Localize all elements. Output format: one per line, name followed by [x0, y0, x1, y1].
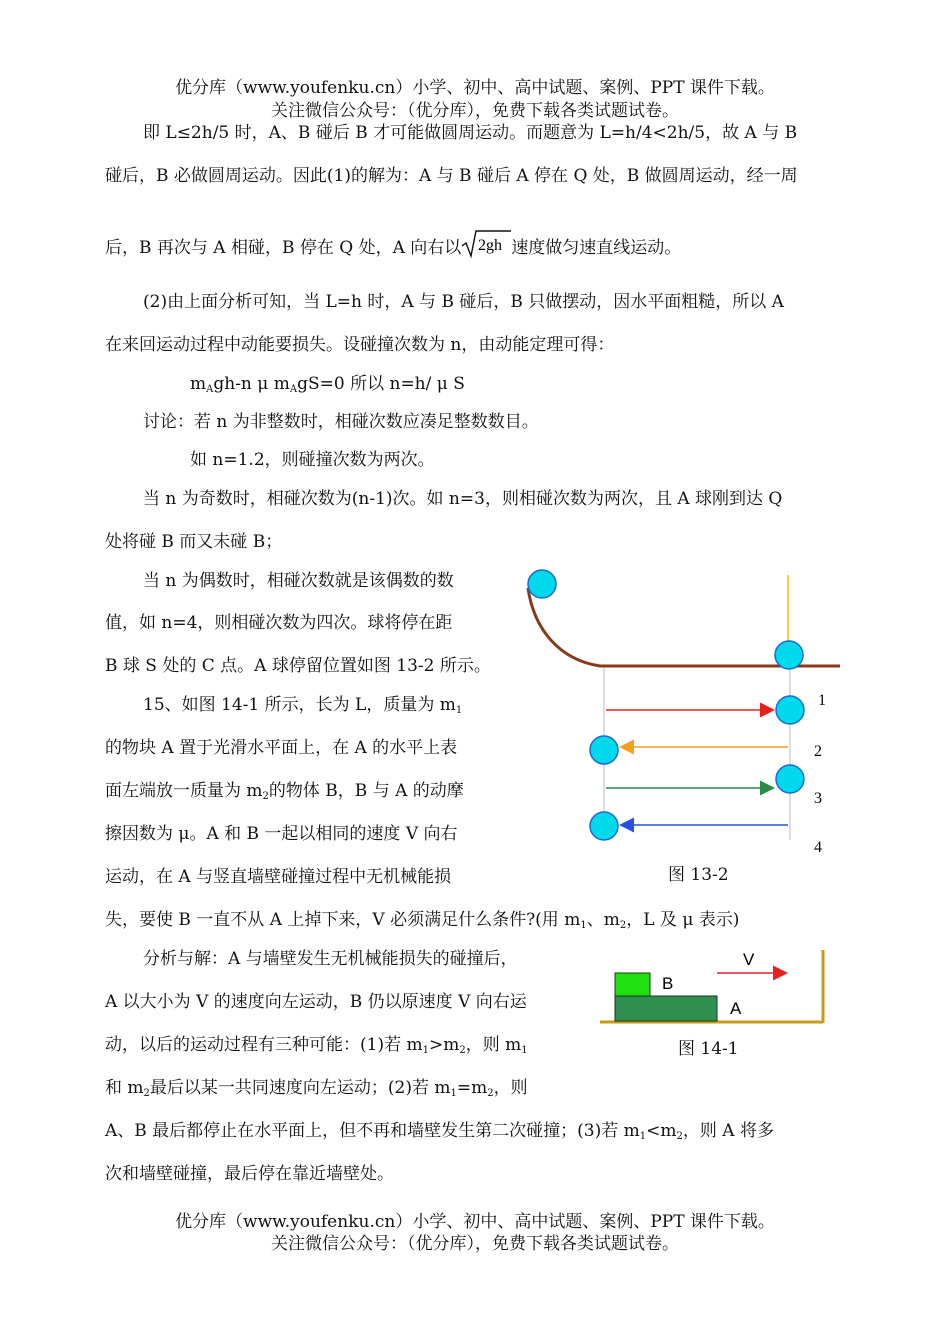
ball-row-2	[590, 736, 618, 764]
para-text: 面左端放一质量为 m	[105, 781, 263, 801]
para-line: 讨论：若 n 为非整数时，相碰次数应凑足整数数目。	[143, 412, 539, 432]
para-sub: 2	[262, 791, 269, 802]
label-v: V	[743, 950, 755, 969]
para-line: A 以大小为 V 的速度向左运动，B 仍以原速度 V 向右运	[105, 992, 527, 1012]
para-line	[105, 1034, 528, 1062]
row-label-4: 4	[814, 839, 822, 856]
sqrt-radicand: 2gh	[478, 237, 503, 254]
eq-part: m	[190, 374, 207, 394]
eq-sub: A	[206, 384, 214, 395]
para-text: 失，要使 B 一直不从 A 上掉下来，V 必须满足什么条件?(用 m	[105, 910, 581, 930]
row-label-3: 3	[814, 790, 822, 807]
row-label-2: 2	[814, 743, 822, 760]
ball-row-1	[776, 696, 804, 724]
para-line: B 球 S 处的 C 点。A 球停留位置如图 13-2 所示。	[105, 656, 491, 676]
para-line: 分析与解：A 与墙壁发生无机械能损失的碰撞后，	[143, 949, 518, 969]
para-line	[105, 909, 739, 937]
para-text: A、B 最后都停止在水平面上，但不再和墙壁发生第二次碰撞；(3)若 m	[105, 1121, 640, 1141]
para-line	[105, 1120, 774, 1148]
para-text: ，则 A 将多	[682, 1121, 774, 1141]
para-sub: 1	[521, 1045, 528, 1056]
para-line: 碰后，B 必做圆周运动。因此(1)的解为：A 与 B 碰后 A 停在 Q 处，B 做圆周运动，经一周	[105, 166, 798, 186]
label-a: A	[730, 999, 742, 1018]
para-line: 当 n 为奇数时，相碰次数为(n-1)次。如 n=3，则相碰次数为两次，且 A 球刚到达 Q	[143, 489, 783, 509]
para-line: 的物块 A 置于光滑水平面上，在 A 的水平上表	[105, 738, 458, 758]
para-text: ，则 m	[465, 1035, 522, 1055]
ball-row-3	[776, 765, 804, 793]
para-text: <m	[646, 1121, 677, 1141]
para-text: =m	[456, 1078, 488, 1098]
para-sub: 2	[487, 1088, 494, 1099]
para-line	[105, 1077, 528, 1105]
para-sub: 1	[580, 920, 587, 931]
para-line: 擦因数为 μ。A 和 B 一起以相同的速度 V 向右	[105, 824, 458, 844]
para-text: 最后以某一共同速度向左运动；(2)若 m	[149, 1078, 451, 1098]
ball-row-4	[590, 812, 618, 840]
para-sub: 2	[676, 1131, 683, 1142]
para-line: 运动，在 A 与竖直墙壁碰撞过程中无机械能损	[105, 867, 452, 887]
ball-a-top	[528, 570, 556, 598]
sqrt-expression	[461, 229, 511, 265]
para-line: 在来回运动过程中动能要损失。设碰撞次数为 n，由动能定理可得：	[105, 335, 615, 355]
para-sub: 2	[143, 1088, 150, 1099]
para-text: 速度做匀速直线运动。	[511, 238, 682, 258]
header-line-1: 优分库（www.youfenku.cn）小学、初中、高中试题、案例、PPT 课件下载。	[175, 78, 775, 98]
figure-caption-14-1: 图 14-1	[678, 1039, 739, 1059]
equation-line	[190, 373, 465, 401]
para-text: 后，B 再次与 A 相碰，B 停在 Q 处，A 向右以	[105, 238, 462, 258]
block-b	[615, 973, 650, 996]
para-sub: 1	[639, 1131, 647, 1142]
block-a	[615, 996, 717, 1021]
para-line	[105, 229, 681, 265]
para-sub: 2	[459, 1045, 466, 1056]
header-line-2: 关注微信公众号：（优分库），免费下载各类试题试卷。	[271, 101, 679, 121]
para-line: 如 n=1.2，则碰撞次数为两次。	[190, 450, 435, 470]
para-sub: 1	[450, 1088, 457, 1099]
para-sub: 1	[422, 1045, 429, 1056]
row-label-1: 1	[818, 692, 826, 709]
footer-line-2: 关注微信公众号：（优分库），免费下载各类试题试卷。	[271, 1234, 679, 1254]
figure-caption-13-2: 图 13-2	[668, 865, 729, 885]
para-line: 值，如 n=4，则相碰次数为四次。球将停在距	[105, 613, 453, 633]
para-sub: 2	[619, 920, 627, 931]
para-line: 处将碰 B 而又未碰 B；	[105, 532, 283, 552]
para-text: ，则	[493, 1078, 528, 1098]
para-line	[143, 694, 462, 722]
figure-14-1	[595, 940, 835, 1035]
para-line: 次和墙壁碰撞，最后停在靠近墙壁处。	[105, 1164, 394, 1184]
para-text: 15、如图 14-1 所示，长为 L，质量为 m	[143, 695, 456, 715]
para-text: 和 m	[105, 1078, 144, 1098]
eq-part: gS=0 所以 n=h/ μ S	[297, 374, 465, 394]
footer-line-1: 优分库（www.youfenku.cn）小学、初中、高中试题、案例、PPT 课件下载。	[175, 1212, 775, 1232]
para-line: (2)由上面分析可知，当 L=h 时，A 与 B 碰后，B 只做摆动，因水平面粗糙，所以 A	[143, 292, 784, 312]
label-b: B	[662, 974, 674, 993]
figure-13-2	[520, 560, 850, 860]
ball-b	[775, 641, 803, 669]
eq-part: gh-n μ m	[213, 374, 290, 394]
para-text: 的物体 B，B 与 A 的动摩	[268, 781, 464, 801]
para-text: ，L 及 μ 表示)	[626, 910, 740, 930]
para-sub: 1	[455, 705, 463, 716]
para-line: 当 n 为偶数时，相碰次数就是该偶数的数	[143, 571, 454, 591]
eq-sub: A	[289, 384, 298, 395]
para-text: 动，以后的运动过程有三种可能：(1)若 m	[105, 1035, 423, 1055]
para-text: 、m	[586, 910, 620, 930]
para-line: 即 L≤2h/5 时，A、B 碰后 B 才可能做圆周运动。而题意为 L=h/4<2h/5，故 A 与 B	[143, 123, 798, 143]
para-line	[105, 780, 464, 808]
para-text: >m	[428, 1035, 460, 1055]
